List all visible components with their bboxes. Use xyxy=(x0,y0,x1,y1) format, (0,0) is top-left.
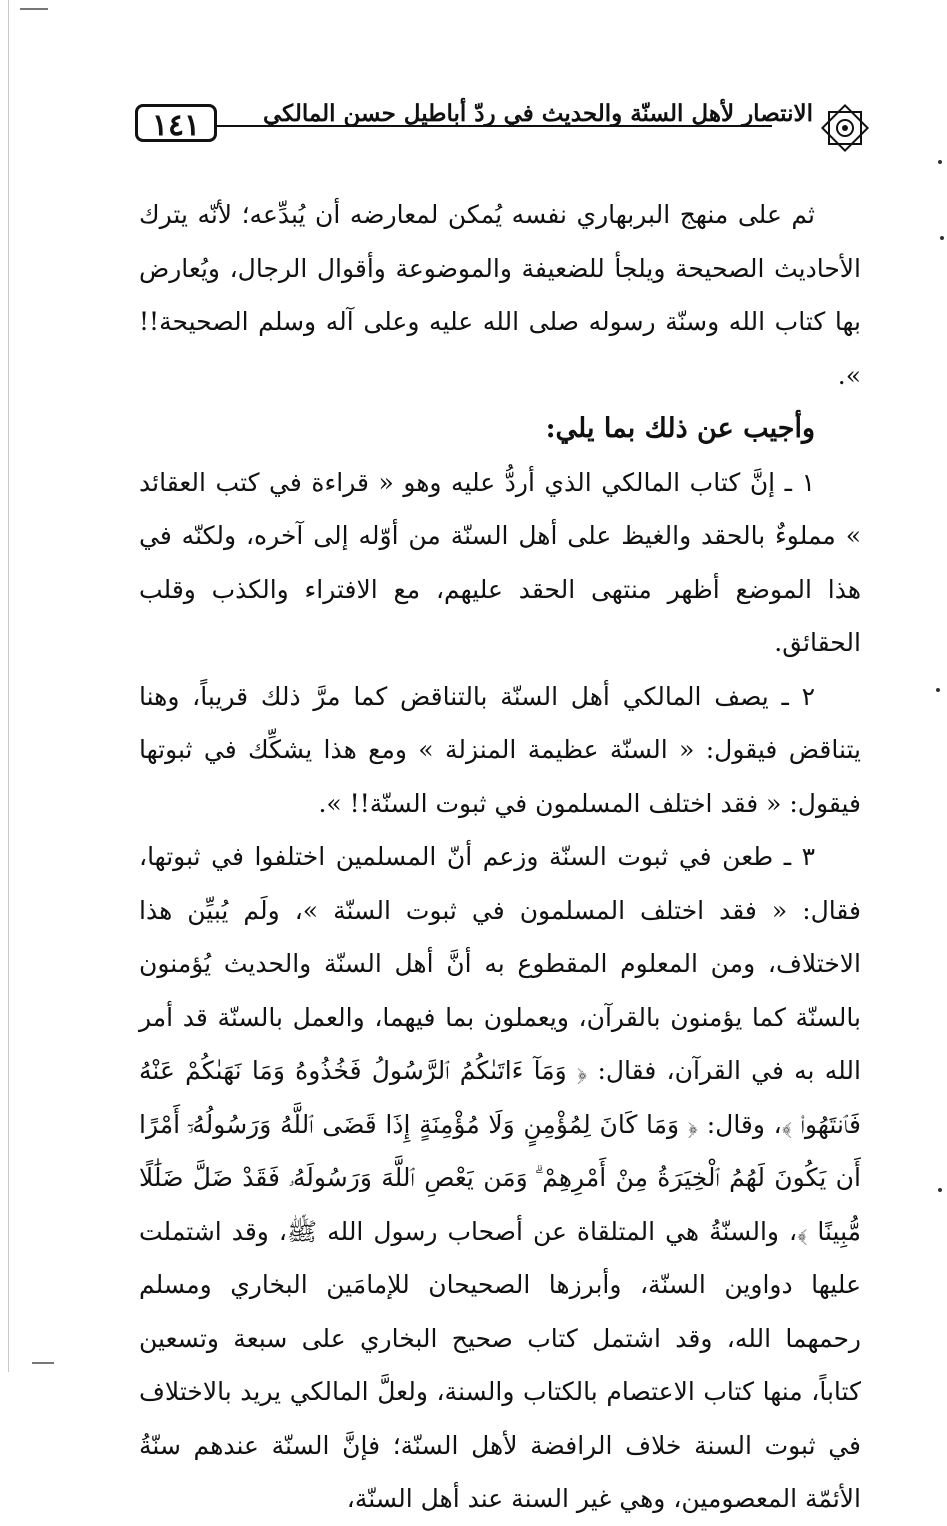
page-body xyxy=(139,188,861,1526)
scan-mark xyxy=(20,8,48,10)
paragraph-point-3: ٣ ـ طعن في ثبوت السنّة وزعم أنّ المسلمين اختلفوا في ثبوتها، فقال: « فقد اختلف المسلمون في ثبوت السنّة »، ولَم يُبيِّن هذا الاختلاف، ومن المعلوم المقطوع به أنَّ أهل السنّة والحديث يُؤمنون بالسنّة كما يؤمنون بالقرآن، ويعملون بما فيهما، والعمل بالسنّة قد أمر الله به في القرآن، فقال: ﴿ وَمَآ ءَاتَىٰكُمُ ٱلرَّسُولُ فَخُذُوهُ وَمَا نَهَىٰكُمْ عَنْهُ فَٱنتَهُوا۟ ﴾، وقال: ﴿ وَمَا كَانَ لِمُؤْمِنٍ وَلَا مُؤْمِنَةٍ إِذَا قَضَى ٱللَّهُ وَرَسُولُهُۥٓ أَمْرًا أَن يَكُونَ لَهُمُ ٱلْخِيَرَةُ مِنْ أَمْرِهِمْ ۗ وَمَن يَعْصِ ٱللَّهَ وَرَسُولَهُۥ فَقَدْ ضَلَّ ضَلَٰلًا مُّبِينًا ﴾، والسنّةُ هي المتلقاة عن أصحاب رسول الله ﷺ، وقد اشتملت عليها دواوين السنّة، وأبرزها الصحيحان للإمامَين البخاري ومسلم رحمهما الله، وقد اشتمل كتاب صحيح البخاري على سبعة وتسعين كتاباً، منها كتاب الاعتصام بالكتاب والسنة، ولعلَّ المالكي يريد بالاختلاف في ثبوت السنة خلاف الرافضة لأهل السنّة؛ فإنَّ السنّة عندهم سنّةُ الأئمّة المعصومين، وهي غير السنة عند أهل السنّة، xyxy=(139,842,861,1513)
scan-speck xyxy=(940,236,944,240)
paragraph-point-1: ١ ـ إنَّ كتاب المالكي الذي أردُّ عليه وهو « قراءة في كتب العقائد » مملوءٌ بالحقد والغيظ على أهل السنّة من أوّله إلى آخره، ولكنّه في هذا الموضع أظهر منتهى الحقد عليهم، مع الافتراء والكذب وقلب الحقائق. xyxy=(139,467,861,657)
scan-speck xyxy=(938,160,942,164)
scan-edge-line xyxy=(8,0,9,1372)
paragraph-point-2: ٢ ـ يصف المالكي أهل السنّة بالتناقض كما مرَّ ذلك قريباً، وهنا يتناقض فيقول: « السنّة عظيمة المنزلة » ومع هذا يشكِّك في ثبوتها فيقول: « فقد اختلف المسلمون في ثبوت السنّة!! ». xyxy=(139,681,861,818)
book-title: الانتصار لأهل السنّة والحديث في ردّ أباطيل حسن المالكي xyxy=(262,100,813,127)
scan-speck xyxy=(936,688,940,692)
page-number: ١٤١ xyxy=(135,104,217,142)
page-header xyxy=(135,92,875,158)
section-heading: وأجيب عن ذلك بما يلي: xyxy=(545,413,815,444)
paragraph-intro: ثم على منهج البربهاري نفسه يُمكن لمعارضه أن يُبدِّعه؛ لأنّه يترك الأحاديث الصحيحة ويلجأ للضعيفة والموضوعة وأقوال الرجال، ويُعارض بها كتاب الله وسنّة رسوله صلى الله عليه وعلى آله وسلم الصحيحة!! ». xyxy=(139,200,861,390)
star-ornament-icon xyxy=(815,98,875,158)
scan-mark xyxy=(32,1362,54,1364)
scan-speck xyxy=(938,1188,942,1192)
